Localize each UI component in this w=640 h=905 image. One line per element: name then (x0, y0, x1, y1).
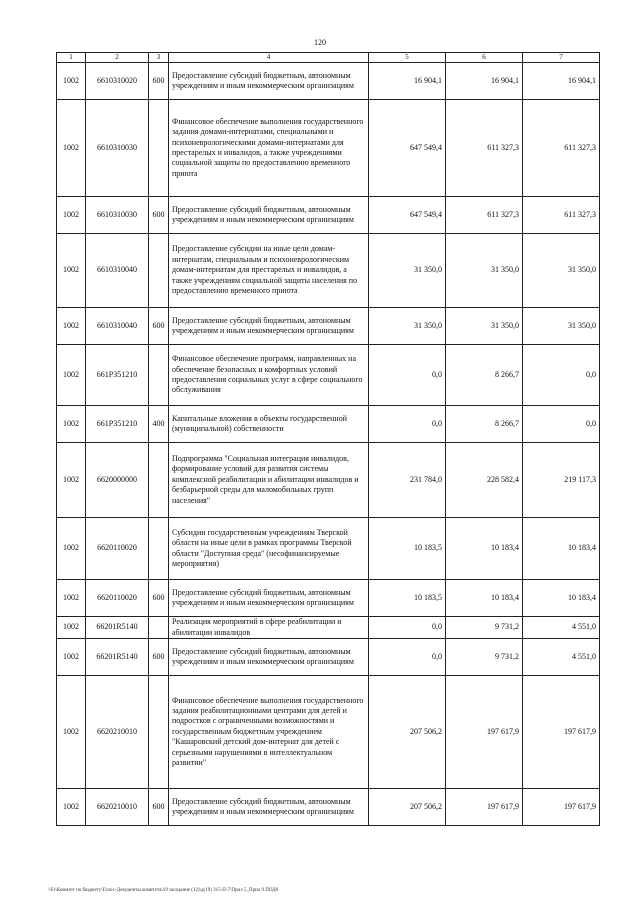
row-target-article: 661P351210 (86, 345, 149, 406)
row-value-col5: 0,0 (369, 639, 446, 676)
row-value-col5: 31 350,0 (369, 308, 446, 345)
row-value-col7: 31 350,0 (523, 308, 600, 345)
row-section-code: 1002 (57, 100, 86, 197)
row-value-col5: 207 506,2 (369, 676, 446, 789)
row-name: Подпрограмма "Социальная интеграция инвалидов, формирование условий для развития системы комплексной реабилитации и абилитации инвалидов и безбарьерной среды для маломобильных групп населения" (169, 443, 369, 518)
row-value-col5: 647 549,4 (369, 197, 446, 234)
row-target-article: 6610310020 (86, 63, 149, 100)
row-expense-type: 600 (149, 63, 169, 100)
row-target-article: 6620210010 (86, 789, 149, 826)
page-number: 120 (314, 38, 326, 47)
table-row (57, 518, 600, 580)
table-row (57, 197, 600, 234)
budget-table (56, 52, 600, 826)
row-expense-type (149, 345, 169, 406)
row-expense-type (149, 617, 169, 639)
header-col-5: 5 (369, 53, 446, 63)
row-name: Предоставление субсидий бюджетным, автономным учреждениям и иным некоммерческим организациям (169, 63, 369, 100)
table-row (57, 345, 600, 406)
table-row (57, 100, 600, 197)
row-expense-type: 600 (149, 789, 169, 826)
row-value-col5: 16 904,1 (369, 63, 446, 100)
row-section-code: 1002 (57, 63, 86, 100)
header-col-6: 6 (446, 53, 523, 63)
table-row (57, 639, 600, 676)
row-section-code: 1002 (57, 676, 86, 789)
row-name: Предоставление субсидий бюджетным, автономным учреждениям и иным некоммерческим организациям (169, 197, 369, 234)
row-value-col6: 611 327,3 (446, 100, 523, 197)
row-value-col6: 8 266,7 (446, 406, 523, 443)
row-target-article: 6620110020 (86, 580, 149, 617)
row-name: Финансовое обеспечение выполнения государственного задания домами-интернатами, специальными и психоневрологическими домами-интернатами для престарелых и инвалидов, а также учреждениями социальной защиты по предоставлению временного приюта (169, 100, 369, 197)
row-value-col7: 611 327,3 (523, 100, 600, 197)
row-value-col7: 0,0 (523, 406, 600, 443)
row-expense-type: 600 (149, 580, 169, 617)
row-section-code: 1002 (57, 518, 86, 580)
row-value-col7: 4 551,0 (523, 617, 600, 639)
row-target-article: 6610310030 (86, 197, 149, 234)
row-value-col7: 197 617,9 (523, 676, 600, 789)
row-value-col6: 197 617,9 (446, 676, 523, 789)
row-target-article: 6610310040 (86, 308, 149, 345)
row-name: Субсидии государственным учреждениям Тверской области на иные цели в рамках программы Тверской области "Доступная среда" (несофинансируемые мероприятия) (169, 518, 369, 580)
row-section-code: 1002 (57, 789, 86, 826)
row-expense-type: 600 (149, 308, 169, 345)
row-target-article: 6620110020 (86, 518, 149, 580)
row-value-col5: 10 183,5 (369, 580, 446, 617)
row-section-code: 1002 (57, 345, 86, 406)
row-value-col7: 31 350,0 (523, 234, 600, 308)
row-target-article: 66201R5140 (86, 617, 149, 639)
row-target-article: 66201R5140 (86, 639, 149, 676)
row-name: Реализация мероприятий в сфере реабилитации и абилитации инвалидов (169, 617, 369, 639)
table-row (57, 443, 600, 518)
row-value-col6: 228 582,4 (446, 443, 523, 518)
table-row (57, 580, 600, 617)
row-expense-type (149, 443, 169, 518)
row-value-col5: 10 183,5 (369, 518, 446, 580)
row-value-col6: 197 617,9 (446, 789, 523, 826)
table-row (57, 63, 600, 100)
row-section-code: 1002 (57, 639, 86, 676)
row-section-code: 1002 (57, 406, 86, 443)
row-expense-type: 600 (149, 197, 169, 234)
row-value-col7: 0,0 (523, 345, 600, 406)
row-value-col6: 31 350,0 (446, 234, 523, 308)
row-value-col5: 0,0 (369, 406, 446, 443)
row-section-code: 1002 (57, 308, 86, 345)
row-target-article: 6620210010 (86, 676, 149, 789)
row-value-col6: 611 327,3 (446, 197, 523, 234)
row-name: Предоставление субсидий бюджетным, автономным учреждениям и иным некоммерческим организациям (169, 308, 369, 345)
row-value-col5: 31 350,0 (369, 234, 446, 308)
header-col-7: 7 (523, 53, 600, 63)
row-section-code: 1002 (57, 443, 86, 518)
row-value-col6: 9 731,2 (446, 639, 523, 676)
footer-file-path: \\Fs\Комитет по бюджету\Голос-Документы комитета\19 заседание (12)\д(19) 315-П-7\Прил 5_Прил 9 ПОД6 (48, 888, 279, 893)
table-row (57, 617, 600, 639)
row-value-col7: 4 551,0 (523, 639, 600, 676)
row-value-col6: 31 350,0 (446, 308, 523, 345)
row-value-col7: 10 183,4 (523, 518, 600, 580)
table-header (57, 53, 600, 63)
row-value-col6: 9 731,2 (446, 617, 523, 639)
row-value-col5: 231 784,0 (369, 443, 446, 518)
table-row (57, 234, 600, 308)
row-value-col5: 0,0 (369, 345, 446, 406)
table-row (57, 406, 600, 443)
row-name: Финансовое обеспечение выполнения государственного задания реабилитационными центрами для детей и подростков с ограниченными возможностями и государственным бюджетным учреждением "Кашаровский детский дом-интернат для детей с серьезными нарушениями в интеллектуальном развитии" (169, 676, 369, 789)
row-value-col6: 16 904,1 (446, 63, 523, 100)
row-target-article: 6610310040 (86, 234, 149, 308)
row-section-code: 1002 (57, 197, 86, 234)
row-name: Предоставление субсидии на иные цели домам-интернатам, специальным и психоневрологическим домам-интернатам для престарелых и инвалидов, а также учреждениям социальной защиты населения по предоставлению временного приюта (169, 234, 369, 308)
table-row (57, 308, 600, 345)
header-col-1: 1 (57, 53, 86, 63)
row-expense-type (149, 676, 169, 789)
table-body (57, 63, 600, 826)
row-name: Предоставление субсидий бюджетным, автономным учреждениям и иным некоммерческим организациям (169, 580, 369, 617)
row-name: Предоставление субсидий бюджетным, автономным учреждениям и иным некоммерческим организациям (169, 639, 369, 676)
row-target-article: 661P351210 (86, 406, 149, 443)
row-value-col5: 0,0 (369, 617, 446, 639)
row-section-code: 1002 (57, 580, 86, 617)
header-row (57, 53, 600, 63)
row-target-article: 6610310030 (86, 100, 149, 197)
row-name: Финансовое обеспечение программ, направленных на обеспечение безопасных и комфортных условий предоставления социальных услуг в сфере социального обслуживания (169, 345, 369, 406)
row-value-col7: 611 327,3 (523, 197, 600, 234)
row-value-col7: 16 904,1 (523, 63, 600, 100)
row-section-code: 1002 (57, 617, 86, 639)
row-value-col6: 10 183,4 (446, 518, 523, 580)
header-col-3: 3 (149, 53, 169, 63)
header-col-4: 4 (169, 53, 369, 63)
row-value-col6: 10 183,4 (446, 580, 523, 617)
table-row (57, 789, 600, 826)
row-value-col5: 647 549,4 (369, 100, 446, 197)
row-name: Капитальные вложения в объекты государственной (муниципальной) собственности (169, 406, 369, 443)
row-value-col5: 207 506,2 (369, 789, 446, 826)
row-expense-type (149, 234, 169, 308)
table-row (57, 676, 600, 789)
row-target-article: 6620000000 (86, 443, 149, 518)
row-expense-type: 400 (149, 406, 169, 443)
row-expense-type (149, 518, 169, 580)
row-value-col7: 10 183,4 (523, 580, 600, 617)
row-expense-type (149, 100, 169, 197)
row-expense-type: 600 (149, 639, 169, 676)
header-col-2: 2 (86, 53, 149, 63)
row-value-col6: 8 266,7 (446, 345, 523, 406)
row-section-code: 1002 (57, 234, 86, 308)
row-name: Предоставление субсидий бюджетным, автономным учреждениям и иным некоммерческим организациям (169, 789, 369, 826)
row-value-col7: 219 117,3 (523, 443, 600, 518)
row-value-col7: 197 617,9 (523, 789, 600, 826)
